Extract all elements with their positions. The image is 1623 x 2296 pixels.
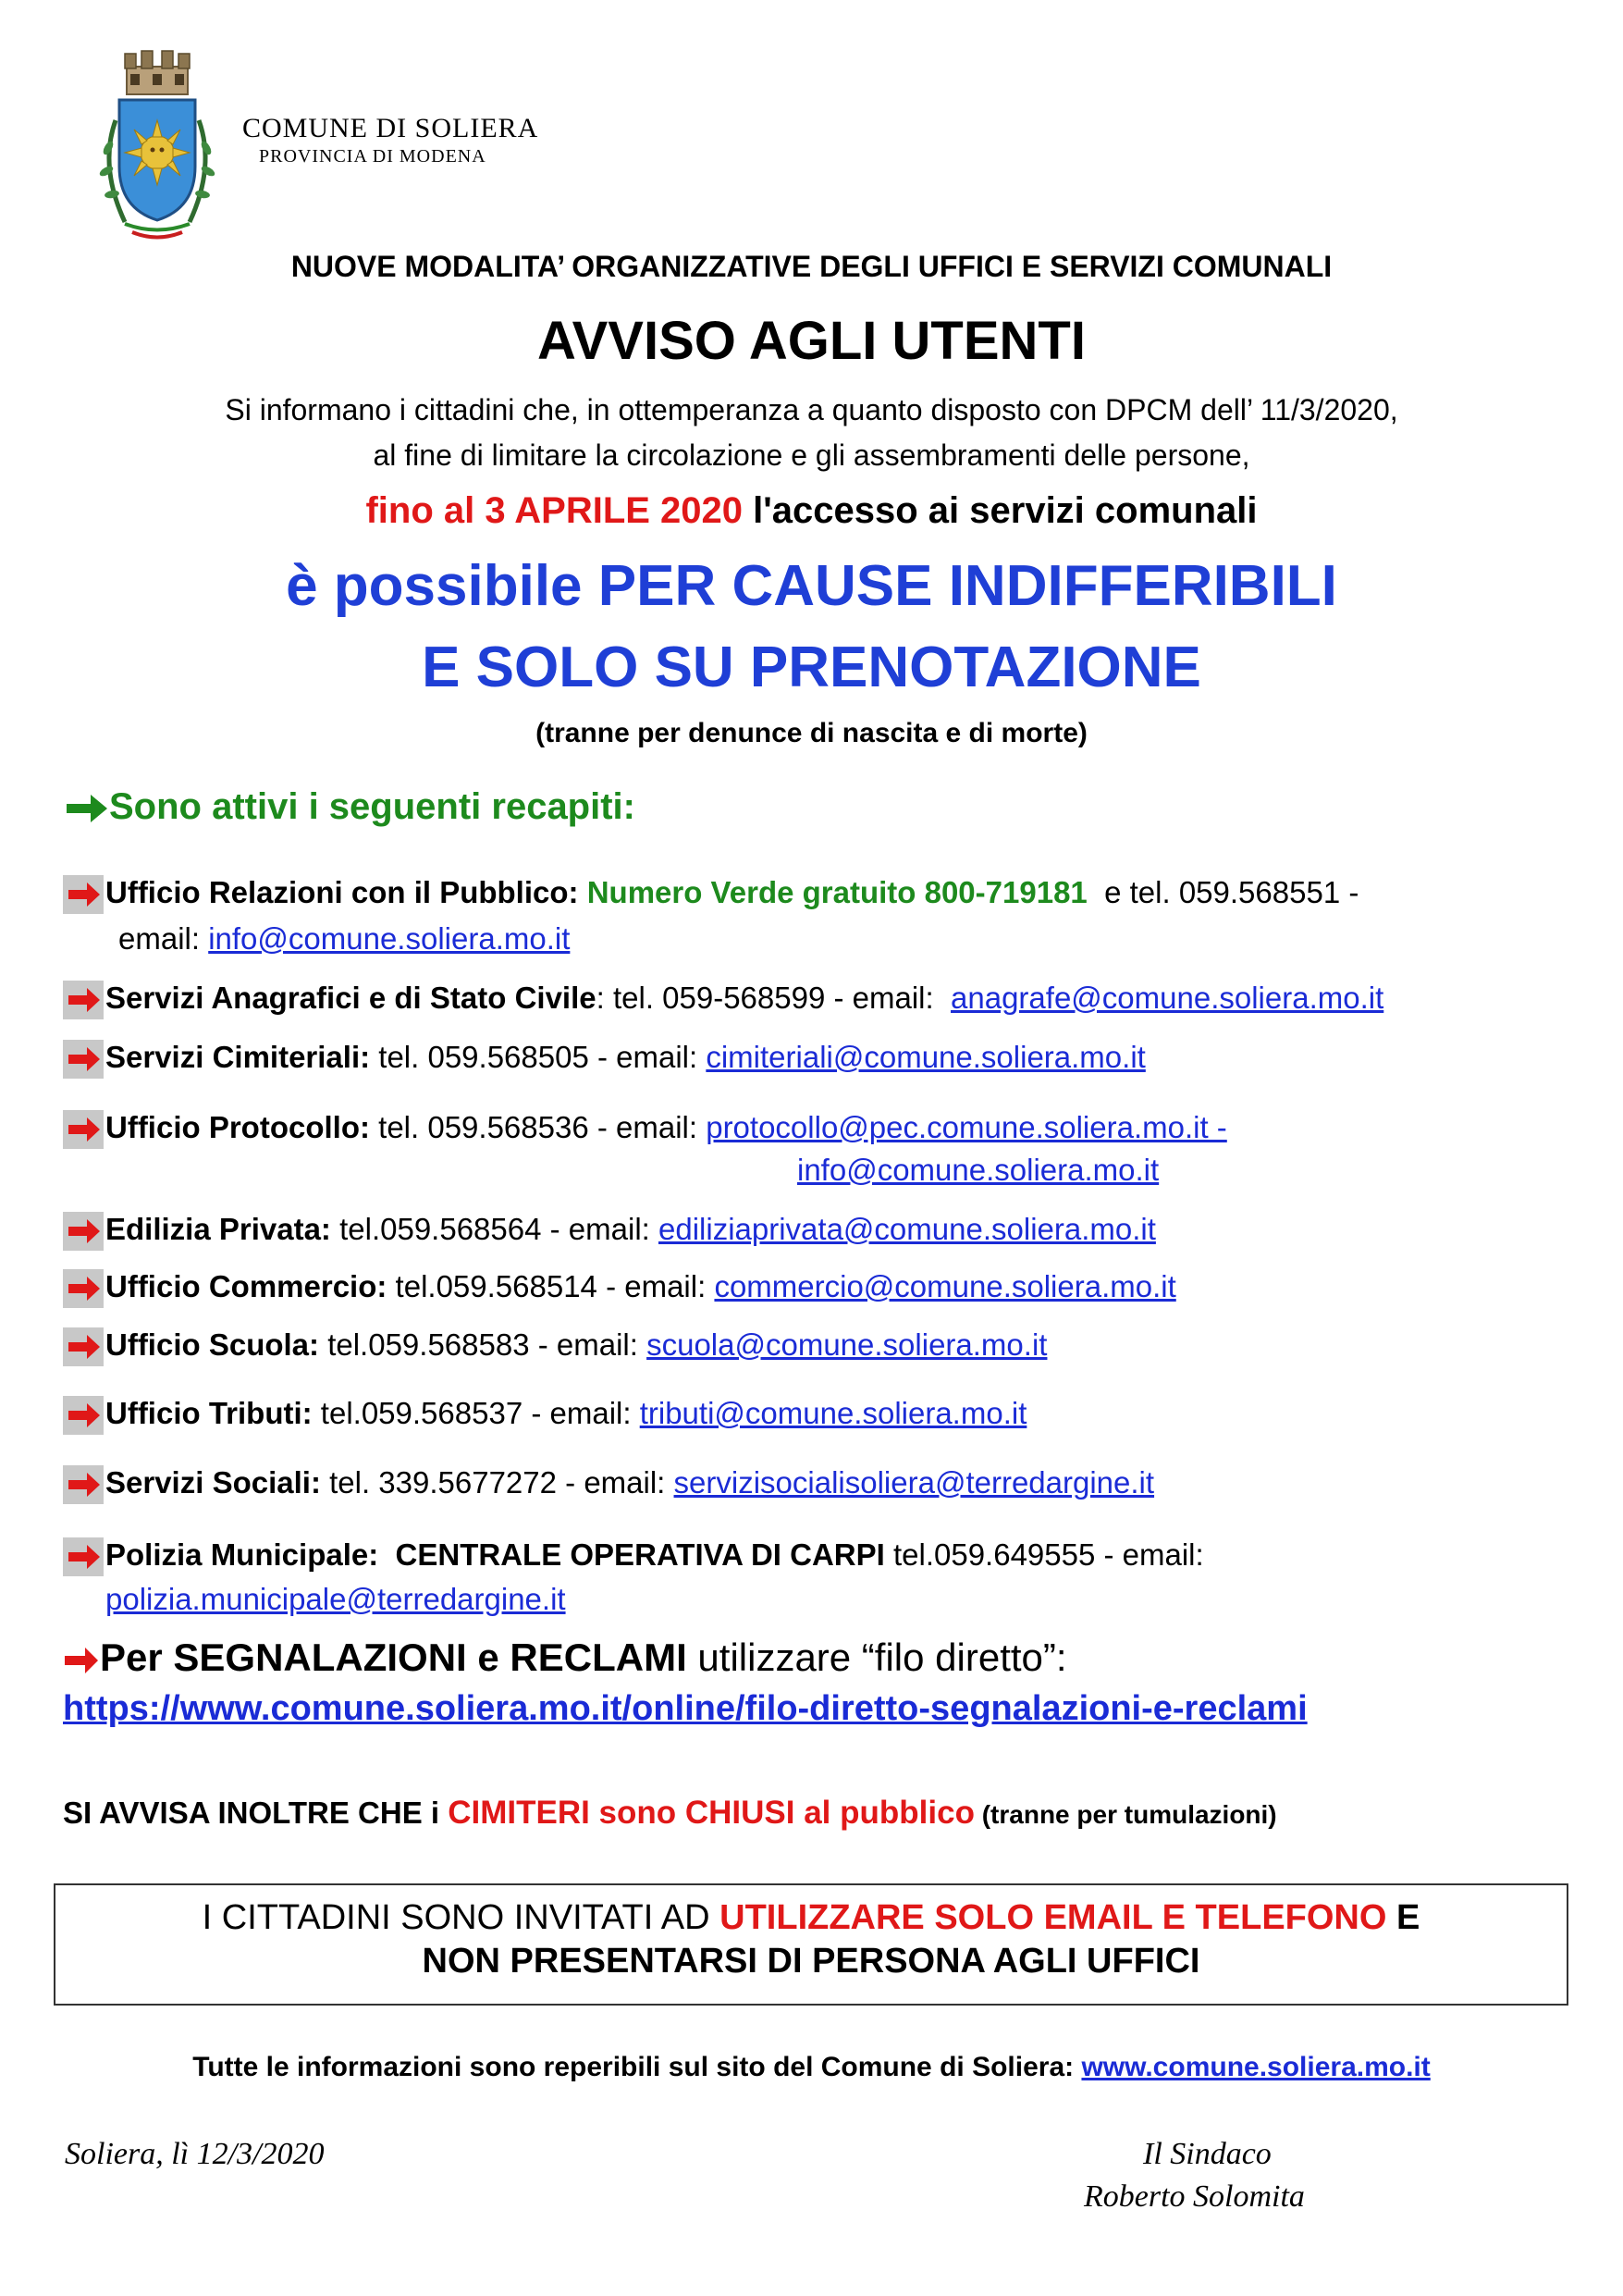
- contact-info: tel.059.568564 - email:: [330, 1212, 658, 1246]
- email-link[interactable]: commercio@comune.soliera.mo.it: [714, 1269, 1176, 1303]
- contact-row-edilizia: [63, 1210, 1156, 1251]
- contact-info: e tel. 059.568551 -: [1087, 875, 1359, 909]
- contact-name: Edilizia Privata:: [105, 1212, 331, 1246]
- contact-name: Servizi Sociali:: [105, 1465, 321, 1500]
- email-link[interactable]: servizisocialisoliera@terredargine.it: [673, 1465, 1155, 1500]
- email-link[interactable]: protocollo@pec.comune.soliera.mo.it -: [706, 1110, 1227, 1144]
- contact-info: tel. 059.568536 - email:: [369, 1110, 707, 1144]
- contact-name: Ufficio Protocollo:: [105, 1110, 370, 1144]
- contact-row-commercio: [63, 1267, 1176, 1308]
- possible-line: è possibile PER CAUSE INDIFFERIBILI: [286, 554, 1337, 618]
- contact-name: Ufficio Tributi:: [105, 1396, 313, 1430]
- contact-name: Polizia Municipale: CENTRALE OPERATIVA DI CARPI: [105, 1537, 885, 1572]
- email-link[interactable]: polizia.municipale@terredargine.it: [105, 1582, 566, 1616]
- coat-of-arms-icon: [88, 46, 227, 241]
- contact-row-scuola: [63, 1326, 1047, 1366]
- contact-row-anagrafe: [63, 979, 1383, 1019]
- contact-row-urp: [63, 873, 1359, 914]
- contacts-heading: [65, 786, 635, 828]
- email-link[interactable]: ediliziaprivata@comune.soliera.mo.it: [658, 1212, 1156, 1246]
- red-arrow-icon: [63, 981, 104, 1019]
- reports-rest: utilizzare “filo diretto”:: [686, 1636, 1067, 1679]
- red-arrow-icon: [63, 1396, 104, 1435]
- intro-line-1: Si informano i cittadini che, in ottemperanza a quanto disposto con DPCM dell’ 11/3/2020,: [225, 393, 1398, 426]
- email-link[interactable]: tributi@comune.soliera.mo.it: [639, 1396, 1027, 1430]
- contact-name: Ufficio Scuola:: [105, 1327, 320, 1362]
- toll-free-number: Numero Verde gratuito 800-719181: [586, 875, 1088, 909]
- reports-url-line: [63, 1689, 1308, 1729]
- boxed-line-1: [55, 1898, 1567, 1938]
- booking-line: E SOLO SU PRENOTAZIONE: [422, 636, 1201, 699]
- intro-line-2: al fine di limitare la circolazione e gli assembramenti delle persone,: [373, 438, 1250, 472]
- contact-name: Ufficio Commercio:: [105, 1269, 387, 1303]
- access-date-line: [0, 490, 1623, 532]
- notice-title: AVVISO AGLI UTENTI: [537, 311, 1086, 371]
- contact-row-polizia: [63, 1536, 1204, 1576]
- email-label: email:: [118, 921, 209, 956]
- contact-info: tel. 059.568505 - email:: [370, 1040, 707, 1074]
- email-link[interactable]: info@comune.soliera.mo.it: [797, 1153, 1160, 1187]
- contact-info: tel.059.649555 - email:: [884, 1537, 1204, 1572]
- cemetery-closed: CIMITERI sono CHIUSI al pubblico: [448, 1795, 975, 1831]
- red-arrow-icon: [63, 1465, 104, 1504]
- contact-row-tributi: [63, 1394, 1027, 1435]
- contacts-heading-text: Sono attivi i seguenti recapiti:: [109, 786, 635, 827]
- contact-row-protocollo-email2: [797, 1151, 1159, 1190]
- footer-info: [0, 2052, 1623, 2083]
- cemetery-part1: SI AVVISA INOLTRE CHE i: [63, 1796, 449, 1830]
- email-link[interactable]: info@comune.soliera.mo.it: [208, 921, 571, 956]
- email-link[interactable]: cimiteriali@comune.soliera.mo.it: [706, 1040, 1146, 1074]
- province-name: PROVINCIA DI MODENA: [259, 146, 486, 167]
- cemetery-notice: [63, 1795, 1277, 1832]
- red-arrow-icon: [63, 1537, 104, 1576]
- access-text: l'accesso ai servizi comunali: [743, 490, 1258, 531]
- boxed-highlight: UTILIZZARE SOLO EMAIL E TELEFONO: [719, 1898, 1387, 1937]
- reports-line: [63, 1636, 1067, 1680]
- contact-name: Servizi Anagrafici e di Stato Civile: [105, 981, 596, 1015]
- access-deadline: fino al 3 APRILE 2020: [365, 490, 744, 531]
- red-arrow-icon: [63, 1212, 104, 1251]
- contact-row-polizia-email: [105, 1580, 566, 1619]
- red-arrow-icon: [63, 1645, 100, 1676]
- cemetery-part3: (tranne per tumulazioni): [974, 1800, 1277, 1829]
- red-arrow-icon: [63, 1110, 104, 1149]
- red-arrow-icon: [63, 875, 104, 914]
- place-date: Soliera, lì 12/3/2020: [65, 2137, 325, 2171]
- contact-name: Ufficio Relazioni con il Pubblico:: [105, 875, 579, 909]
- email-link[interactable]: anagrafe@comune.soliera.mo.it: [951, 981, 1384, 1015]
- red-arrow-icon: [63, 1040, 104, 1079]
- contact-info: tel.059.568537 - email:: [312, 1396, 640, 1430]
- boxed-part3: E: [1386, 1898, 1420, 1937]
- reports-url-link[interactable]: https://www.comune.soliera.mo.it/online/filo-diretto-segnalazioni-e-reclami: [63, 1689, 1308, 1728]
- boxed-part1: I CITTADINI SONO INVITATI AD: [202, 1898, 720, 1937]
- green-arrow-icon: [65, 793, 109, 824]
- municipality-name: COMUNE DI SOLIERA: [242, 113, 539, 143]
- contact-row-cimiteriali: [63, 1038, 1146, 1079]
- footer-info-text: Tutte le informazioni sono reperibili sul sito del Comune di Soliera:: [192, 2052, 1082, 2082]
- footer-site-link[interactable]: www.comune.soliera.mo.it: [1081, 2052, 1431, 2082]
- boxed-line-2: NON PRESENTARSI DI PERSONA AGLI UFFICI: [422, 1942, 1200, 1981]
- email-link[interactable]: scuola@comune.soliera.mo.it: [646, 1327, 1048, 1362]
- contact-info: : tel. 059-568599 - email:: [596, 981, 952, 1015]
- contact-row-sociali: [63, 1463, 1154, 1504]
- mayor-role: Il Sindaco: [1143, 2137, 1272, 2171]
- boxed-notice: [54, 1883, 1568, 2006]
- notice-subtitle: NUOVE MODALITA’ ORGANIZZATIVE DEGLI UFFICI E SERVIZI COMUNALI: [290, 250, 1333, 283]
- reports-bold: Per SEGNALAZIONI e RECLAMI: [100, 1636, 687, 1679]
- contact-name: Servizi Cimiteriali:: [105, 1040, 371, 1074]
- contact-row-urp-email: [118, 920, 570, 958]
- exception-note: (tranne per denunce di nascita e di morte): [535, 718, 1088, 748]
- contact-info: tel.059.568514 - email:: [387, 1269, 715, 1303]
- mayor-name: Roberto Solomita: [1084, 2179, 1305, 2214]
- contact-row-protocollo: [63, 1108, 1227, 1149]
- red-arrow-icon: [63, 1269, 104, 1308]
- red-arrow-icon: [63, 1327, 104, 1366]
- contact-info: tel.059.568583 - email:: [319, 1327, 647, 1362]
- contact-info: tel. 339.5677272 - email:: [320, 1465, 674, 1500]
